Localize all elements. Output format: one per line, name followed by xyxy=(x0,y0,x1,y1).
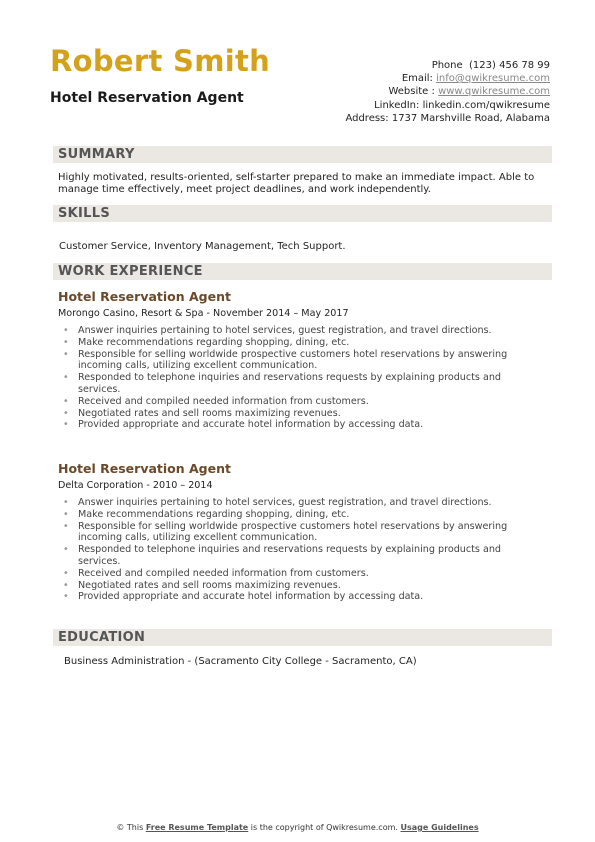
list-item: • Responded to telephone inquiries and reservations requests by explaining products and services. xyxy=(63,544,538,568)
education-section-header xyxy=(53,629,552,646)
linkedin-label: LinkedIn: xyxy=(374,99,420,111)
job-1-bullets xyxy=(63,325,538,431)
skills-text: Customer Service, Inventory Management, Tech Support. xyxy=(59,241,346,252)
free-resume-template-link[interactable]: Free Resume Template xyxy=(145,823,249,832)
email-link[interactable]: info@qwikresume.com xyxy=(436,73,550,85)
website-label: Website : xyxy=(388,86,435,98)
footer-prefix: © This xyxy=(116,823,144,832)
list-item: • Negotiated rates and sell rooms maximizing revenues. xyxy=(63,580,538,592)
list-item: • Provided appropriate and accurate hotel information by accessing data. xyxy=(63,419,538,431)
education-heading: EDUCATION xyxy=(58,630,146,645)
phone-value: (123) 456 78 99 xyxy=(469,60,550,71)
experience-section-header xyxy=(53,263,552,280)
candidate-name: Robert Smith xyxy=(50,44,271,78)
contact-phone xyxy=(290,59,550,72)
page-footer xyxy=(0,823,595,832)
list-item: • Negotiated rates and sell rooms maximizing revenues. xyxy=(63,408,538,420)
contact-block xyxy=(290,59,550,125)
address-label: Address: xyxy=(345,112,389,124)
contact-email xyxy=(290,72,550,85)
education-text: Business Administration - (Sacramento City College - Sacramento, CA) xyxy=(64,656,417,667)
job-2-meta: Delta Corporation - 2010 – 2014 xyxy=(58,480,213,491)
list-item: • Responsible for selling worldwide prospective customers hotel reservations by answering incoming calls, utilizing excellent communication. xyxy=(63,349,538,373)
website-link[interactable]: www.qwikresume.com xyxy=(438,86,550,98)
list-item: • Received and compiled needed information from customers. xyxy=(63,396,538,408)
summary-text: Highly motivated, results-oriented, self-starter prepared to make an immediate impact. Able to manage time effectively, meet project deadlines, and work independently. xyxy=(58,172,535,195)
list-item: • Make recommendations regarding shopping, dining, etc. xyxy=(63,509,538,521)
job-1-title: Hotel Reservation Agent xyxy=(58,289,231,304)
linkedin-value: linkedin.com/qwikresume xyxy=(422,99,550,111)
experience-heading: WORK EXPERIENCE xyxy=(58,264,203,279)
contact-linkedin xyxy=(290,99,550,112)
list-item: • Responsible for selling worldwide prospective customers hotel reservations by answering incoming calls, utilizing excellent communication. xyxy=(63,521,538,545)
usage-guidelines-link[interactable]: Usage Guidelines xyxy=(400,823,479,832)
list-item: • Responded to telephone inquiries and reservations requests by explaining products and services. xyxy=(63,372,538,396)
job-2-title: Hotel Reservation Agent xyxy=(58,461,231,476)
candidate-title: Hotel Reservation Agent xyxy=(50,90,244,106)
job-1-meta: Morongo Casino, Resort & Spa - November 2014 – May 2017 xyxy=(58,308,349,319)
summary-section-header xyxy=(53,146,552,163)
list-item: • Answer inquiries pertaining to hotel services, guest registration, and travel directions. xyxy=(63,497,538,509)
email-label: Email: xyxy=(401,73,433,85)
address-value: 1737 Marshville Road, Alabama xyxy=(391,112,550,124)
list-item: • Make recommendations regarding shopping, dining, etc. xyxy=(63,337,538,349)
footer-copyright: is the copyright of Qwikresume.com. xyxy=(250,823,398,832)
summary-heading: SUMMARY xyxy=(58,147,135,162)
list-item: • Answer inquiries pertaining to hotel services, guest registration, and travel directions. xyxy=(63,325,538,337)
phone-label: Phone xyxy=(431,60,463,71)
skills-section-header xyxy=(53,205,552,222)
list-item: • Received and compiled needed information from customers. xyxy=(63,568,538,580)
contact-website xyxy=(290,85,550,98)
list-item: • Provided appropriate and accurate hotel information by accessing data. xyxy=(63,591,538,603)
contact-address xyxy=(290,112,550,125)
job-2-bullets xyxy=(63,497,538,603)
skills-heading: SKILLS xyxy=(58,206,111,221)
